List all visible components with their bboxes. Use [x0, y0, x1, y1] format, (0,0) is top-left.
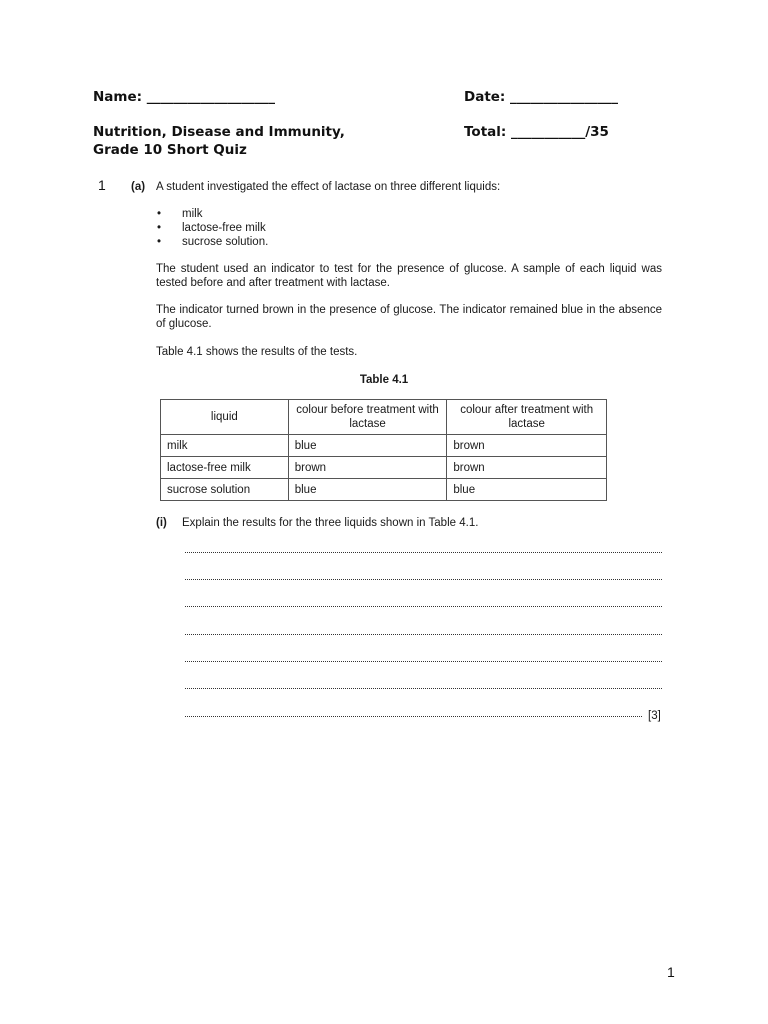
quiz-title-line1: Nutrition, Disease and Immunity, [93, 124, 345, 140]
table-title: Table 4.1 [359, 374, 409, 386]
question-intro: A student investigated the effect of lactase on three different liquids: [156, 181, 501, 193]
indicator-paragraph: The indicator turned brown in the presence of glucose. The indicator remained blue in the absence of glucose. [156, 304, 662, 330]
table-reference-text: Table 4.1 shows the results of the tests. [156, 346, 358, 358]
list-item: • sucrose solution. [156, 235, 268, 249]
table-row [161, 457, 607, 479]
column-header-liquid: liquid [161, 400, 289, 435]
column-header-after: colour after treatment with lactase [447, 400, 607, 435]
table-cell: blue [288, 479, 447, 501]
table-cell: brown [288, 457, 447, 479]
list-item: • milk [156, 207, 268, 221]
table-cell: lactose-free milk [161, 457, 289, 479]
quiz-title-line2: Grade 10 Short Quiz [93, 142, 247, 158]
answer-line[interactable] [185, 579, 662, 580]
table-row [161, 435, 607, 457]
table-cell: sucrose solution [161, 479, 289, 501]
page-number: 1 [667, 964, 675, 980]
answer-line[interactable] [185, 606, 662, 607]
answer-line[interactable] [185, 552, 662, 553]
question-part-label: (a) [131, 181, 146, 193]
name-field-label: Name: ___________________ [93, 89, 275, 105]
sub-question-text: Explain the results for the three liquids shown in Table 4.1. [182, 517, 479, 529]
table-cell: blue [288, 435, 447, 457]
table-cell: blue [447, 479, 607, 501]
date-field-label: Date: ________________ [464, 89, 619, 105]
total-score-label: Total: ___________/35 [464, 124, 609, 140]
answer-line[interactable] [185, 688, 662, 689]
table-cell: brown [447, 435, 607, 457]
method-paragraph: The student used an indicator to test for the presence of glucose. A sample of each liquid was tested before and after treatment with lactase. [156, 263, 662, 289]
results-table [160, 399, 607, 501]
answer-line[interactable] [185, 661, 662, 662]
answer-line[interactable] [185, 634, 662, 635]
column-header-before: colour before treatment with lactase [288, 400, 447, 435]
marks-indicator: [3] [648, 710, 661, 722]
list-item: • lactose-free milk [156, 221, 268, 235]
table-cell: milk [161, 435, 289, 457]
table-cell: brown [447, 457, 607, 479]
liquid-list [156, 207, 268, 249]
table-row [161, 479, 607, 501]
table-header-row [161, 400, 607, 435]
sub-question-label: (i) [156, 517, 167, 529]
answer-line[interactable] [185, 716, 642, 717]
question-number: 1 [98, 177, 106, 193]
